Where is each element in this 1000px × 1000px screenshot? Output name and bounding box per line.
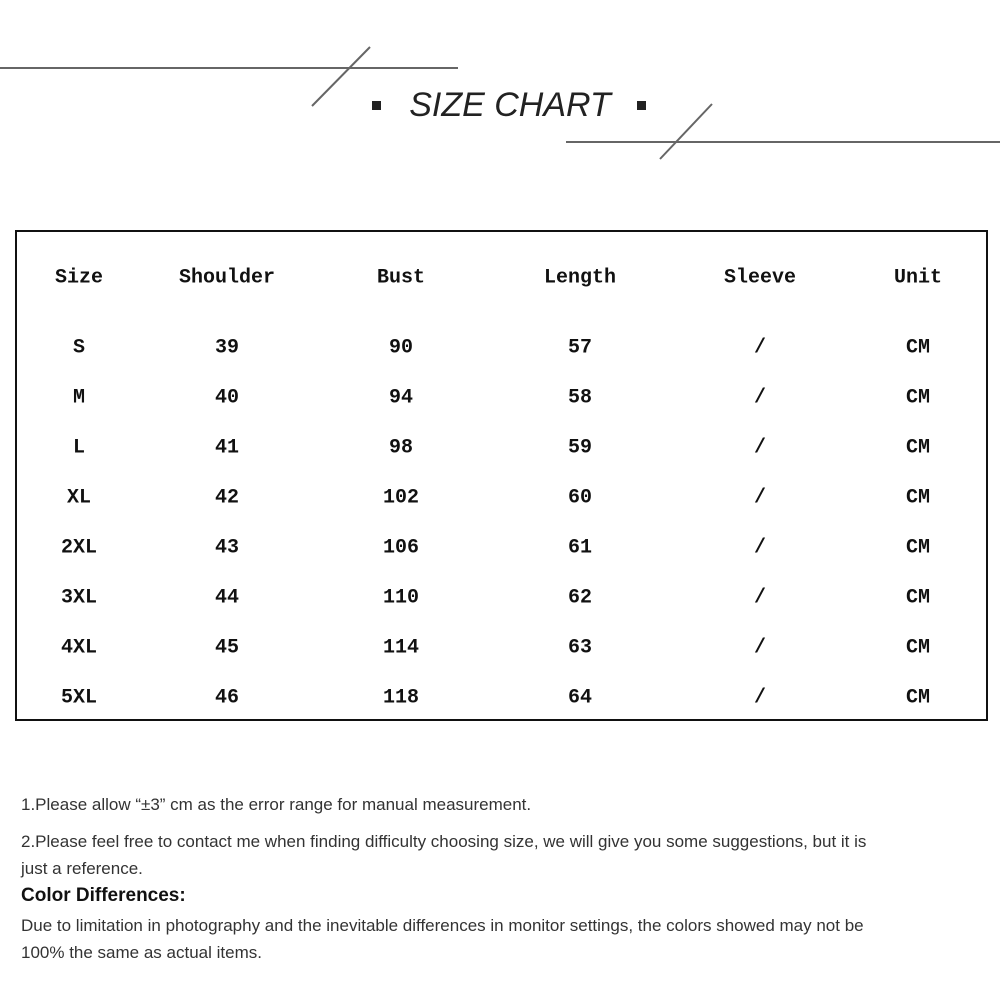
table-cell: 62 (567, 586, 593, 610)
note-2-line-1: 2.Please feel free to contact me when finding difficulty choosing size, we will give you some suggestions, but it is (21, 832, 867, 851)
table-cell: 114 (382, 636, 420, 660)
table-cell: CM (905, 536, 931, 560)
table-cell: CM (905, 586, 931, 610)
table-cell: / (753, 336, 767, 360)
table-cell: / (753, 386, 767, 410)
table-cell: CM (905, 686, 931, 710)
table-cell: 63 (567, 636, 593, 660)
table-cell: / (753, 686, 767, 710)
table-cell: 98 (388, 436, 414, 460)
table-cell: 45 (214, 636, 240, 660)
table-cell: / (753, 536, 767, 560)
table-cell: 2XL (60, 536, 98, 560)
note-2-line-2: just a reference. (21, 859, 143, 878)
column-header: Sleeve (723, 266, 797, 290)
table-cell: 44 (214, 586, 240, 610)
table-cell: / (753, 486, 767, 510)
table-cell: 60 (567, 486, 593, 510)
table-cell: 43 (214, 536, 240, 560)
table-cell: 39 (214, 336, 240, 360)
table-cell: 94 (388, 386, 414, 410)
table-cell: M (72, 386, 86, 410)
page-title: SIZE CHART (409, 86, 611, 124)
table-cell: 90 (388, 336, 414, 360)
table-cell: XL (66, 486, 92, 510)
table-cell: 106 (382, 536, 420, 560)
table-cell: 58 (567, 386, 593, 410)
table-cell: 3XL (60, 586, 98, 610)
table-cell: 110 (382, 586, 420, 610)
table-cell: / (753, 586, 767, 610)
table-cell: 64 (567, 686, 593, 710)
table-cell: 41 (214, 436, 240, 460)
table-cell: CM (905, 486, 931, 510)
color-note-line-2: 100% the same as actual items. (21, 943, 262, 962)
table-cell: CM (905, 336, 931, 360)
note-1: 1.Please allow “±3” cm as the error range for manual measurement. (21, 795, 532, 814)
table-cell: / (753, 436, 767, 460)
table-cell: 118 (382, 686, 420, 710)
column-header: Shoulder (178, 266, 276, 290)
column-header: Size (54, 266, 104, 290)
table-cell: CM (905, 386, 931, 410)
table-cell: 4XL (60, 636, 98, 660)
table-cell: / (753, 636, 767, 660)
table-cell: 5XL (60, 686, 98, 710)
table-cell: 46 (214, 686, 240, 710)
table-cell: L (72, 436, 86, 460)
column-header: Unit (893, 266, 943, 290)
table-cell: 42 (214, 486, 240, 510)
table-cell: 102 (382, 486, 420, 510)
column-header: Bust (376, 266, 426, 290)
table-cell: 57 (567, 336, 593, 360)
table-cell: 40 (214, 386, 240, 410)
table-cell: CM (905, 636, 931, 660)
color-differences-heading: Color Differences: (21, 885, 186, 906)
table-cell: CM (905, 436, 931, 460)
table-cell: S (72, 336, 86, 360)
color-note-line-1: Due to limitation in photography and the inevitable differences in monitor settings, the colors showed may not be (21, 916, 864, 935)
size-table (15, 230, 988, 721)
column-header: Length (543, 266, 617, 290)
table-cell: 61 (567, 536, 593, 560)
table-cell: 59 (567, 436, 593, 460)
